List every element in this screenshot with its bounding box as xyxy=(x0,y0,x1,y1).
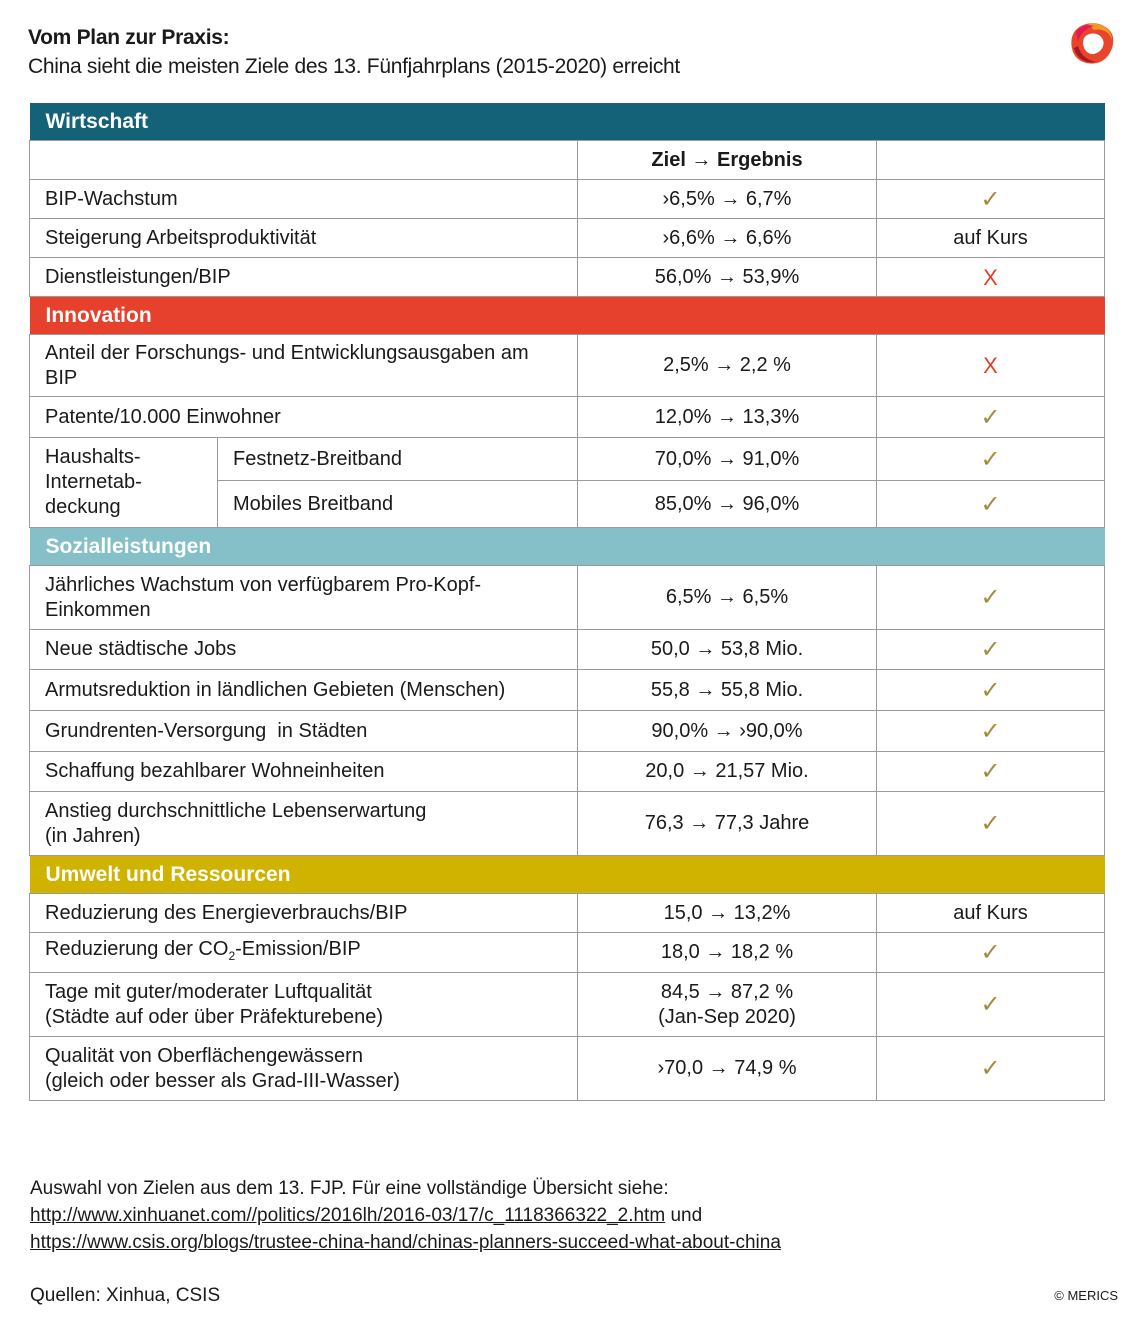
check-icon: ✓ xyxy=(877,711,1105,752)
section-header-innovation xyxy=(30,297,1105,335)
label-part: -Emission/BIP xyxy=(235,937,361,960)
section-title: Sozialleistungen xyxy=(30,528,1105,566)
table-row xyxy=(30,258,1105,297)
table-row xyxy=(30,397,1105,438)
check-icon: ✓ xyxy=(877,180,1105,219)
section-header-sozialleistungen xyxy=(30,528,1105,566)
row-value xyxy=(578,973,877,1037)
footer-links-line1 xyxy=(30,1205,702,1227)
row-label: Steigerung Arbeitsproduktivität xyxy=(30,219,578,258)
label-part: Reduzierung der CO xyxy=(45,937,229,960)
group-label-line: deckung xyxy=(45,496,121,518)
section-title: Umwelt und Ressourcen xyxy=(30,856,1105,894)
row-label: Grundrenten-Versorgung in Städten xyxy=(30,711,578,752)
check-icon: ✓ xyxy=(877,792,1105,856)
cross-icon: X xyxy=(877,258,1105,297)
row-label: Mobiles Breitband xyxy=(218,481,578,528)
link-joiner: und xyxy=(665,1205,703,1226)
label-subscript: 2 xyxy=(228,948,236,963)
row-value: 15,0 → 13,2% xyxy=(578,894,877,933)
row-label: Patente/10.000 Einwohner xyxy=(30,397,578,438)
section-header-wirtschaft xyxy=(30,103,1105,141)
row-label xyxy=(30,933,578,973)
row-value: 85,0% → 96,0% xyxy=(578,481,877,528)
row-label xyxy=(30,792,578,856)
table-row xyxy=(30,180,1105,219)
row-label-line: Einkommen xyxy=(45,598,151,621)
check-icon: ✓ xyxy=(877,566,1105,630)
row-label-line: (in Jahren) xyxy=(45,824,141,847)
group-label-line: Haushalts- xyxy=(45,446,141,468)
row-label-line: (gleich oder besser als Grad-III-Wasser) xyxy=(45,1069,400,1092)
table-row xyxy=(30,670,1105,711)
row-value: 70,0% → 91,0% xyxy=(578,438,877,481)
row-label: Neue städtische Jobs xyxy=(30,630,578,670)
check-icon: ✓ xyxy=(877,752,1105,792)
check-icon: ✓ xyxy=(877,397,1105,438)
table-row xyxy=(30,711,1105,752)
check-icon: ✓ xyxy=(877,481,1105,528)
page-title: Vom Plan zur Praxis: xyxy=(28,26,230,49)
row-label: Anteil der Forschungs- und Entwicklungsausgaben am BIP xyxy=(30,335,578,397)
row-value: 12,0% → 13,3% xyxy=(578,397,877,438)
row-value: ›6,5% → 6,7% xyxy=(578,180,877,219)
empty-header-cell xyxy=(30,141,578,180)
row-label-line: (Städte auf oder über Präfekturebene) xyxy=(45,1005,383,1028)
status-text: auf Kurs xyxy=(877,894,1105,933)
row-label-line: Jährliches Wachstum von verfügbarem Pro-Kopf- xyxy=(45,573,482,596)
row-label: Armutsreduktion in ländlichen Gebieten (Menschen) xyxy=(30,670,578,711)
table-row xyxy=(30,792,1105,856)
page-subtitle: China sieht die meisten Ziele des 13. Fünfjahrplans (2015-2020) erreicht xyxy=(28,55,680,78)
row-label: BIP-Wachstum xyxy=(30,180,578,219)
row-value: 55,8 → 55,8 Mio. xyxy=(578,670,877,711)
check-icon: ✓ xyxy=(877,933,1105,973)
row-value-line: (Jan-Sep 2020) xyxy=(658,1005,796,1028)
table-row xyxy=(30,752,1105,792)
merics-logo-icon xyxy=(1064,18,1116,70)
footer-links-line2 xyxy=(30,1232,781,1254)
row-label xyxy=(30,566,578,630)
section-title: Innovation xyxy=(30,297,1105,335)
group-label-line: Internetab- xyxy=(45,471,142,493)
row-label: Reduzierung des Energieverbrauchs/BIP xyxy=(30,894,578,933)
row-value: ›70,0 → 74,9 % xyxy=(578,1037,877,1101)
check-icon: ✓ xyxy=(877,630,1105,670)
sources: Quellen: Xinhua, CSIS xyxy=(30,1285,221,1306)
row-value: 6,5% → 6,5% xyxy=(578,566,877,630)
row-value: 50,0 → 53,8 Mio. xyxy=(578,630,877,670)
row-value: 90,0% → ›90,0% xyxy=(578,711,877,752)
table-row xyxy=(30,438,1105,481)
check-icon: ✓ xyxy=(877,438,1105,481)
empty-header-cell xyxy=(877,141,1105,180)
column-header-target-result: Ziel → Ergebnis xyxy=(578,141,877,180)
cross-icon: X xyxy=(877,335,1105,397)
row-label-line: Tage mit guter/moderater Luftqualität xyxy=(45,980,372,1003)
goals-table xyxy=(29,103,1105,1101)
table-row xyxy=(30,630,1105,670)
row-value-line: 84,5 → 87,2 % xyxy=(660,980,794,1003)
check-icon: ✓ xyxy=(877,670,1105,711)
row-label-line: Anstieg durchschnittliche Lebenserwartung xyxy=(45,799,427,822)
table-row xyxy=(30,894,1105,933)
csis-link[interactable]: https://www.csis.org/blogs/trustee-china-hand/chinas-planners-succeed-what-about-china xyxy=(30,1232,781,1253)
table-row xyxy=(30,933,1105,973)
row-value: ›6,6% → 6,6% xyxy=(578,219,877,258)
check-icon: ✓ xyxy=(877,1037,1105,1101)
row-label: Festnetz-Breitband xyxy=(218,438,578,481)
footer-note: Auswahl von Zielen aus dem 13. FJP. Für eine vollständige Übersicht siehe: xyxy=(30,1178,669,1199)
table-row xyxy=(30,335,1105,397)
row-label: Dienstleistungen/BIP xyxy=(30,258,578,297)
table-row xyxy=(30,1037,1105,1101)
row-value: 20,0 → 21,57 Mio. xyxy=(578,752,877,792)
row-label xyxy=(30,1037,578,1101)
copyright: © MERICS xyxy=(1054,1288,1118,1303)
check-icon: ✓ xyxy=(877,973,1105,1037)
xinhua-link[interactable]: http://www.xinhuanet.com//politics/2016lh/2016-03/17/c_1118366322_2.htm xyxy=(30,1205,666,1226)
row-label: Schaffung bezahlbarer Wohneinheiten xyxy=(30,752,578,792)
row-label-line: Qualität von Oberflächengewässern xyxy=(45,1044,363,1067)
table-row xyxy=(30,219,1105,258)
section-title: Wirtschaft xyxy=(30,103,1105,141)
row-value: 2,5% → 2,2 % xyxy=(578,335,877,397)
table-row xyxy=(30,566,1105,630)
section-header-umwelt xyxy=(30,856,1105,894)
row-value: 56,0% → 53,9% xyxy=(578,258,877,297)
table-row xyxy=(30,973,1105,1037)
group-label xyxy=(30,438,218,528)
status-text: auf Kurs xyxy=(877,219,1105,258)
row-value: 18,0 → 18,2 % xyxy=(578,933,877,973)
row-label xyxy=(30,973,578,1037)
column-header-row xyxy=(30,141,1105,180)
row-value: 76,3 → 77,3 Jahre xyxy=(578,792,877,856)
